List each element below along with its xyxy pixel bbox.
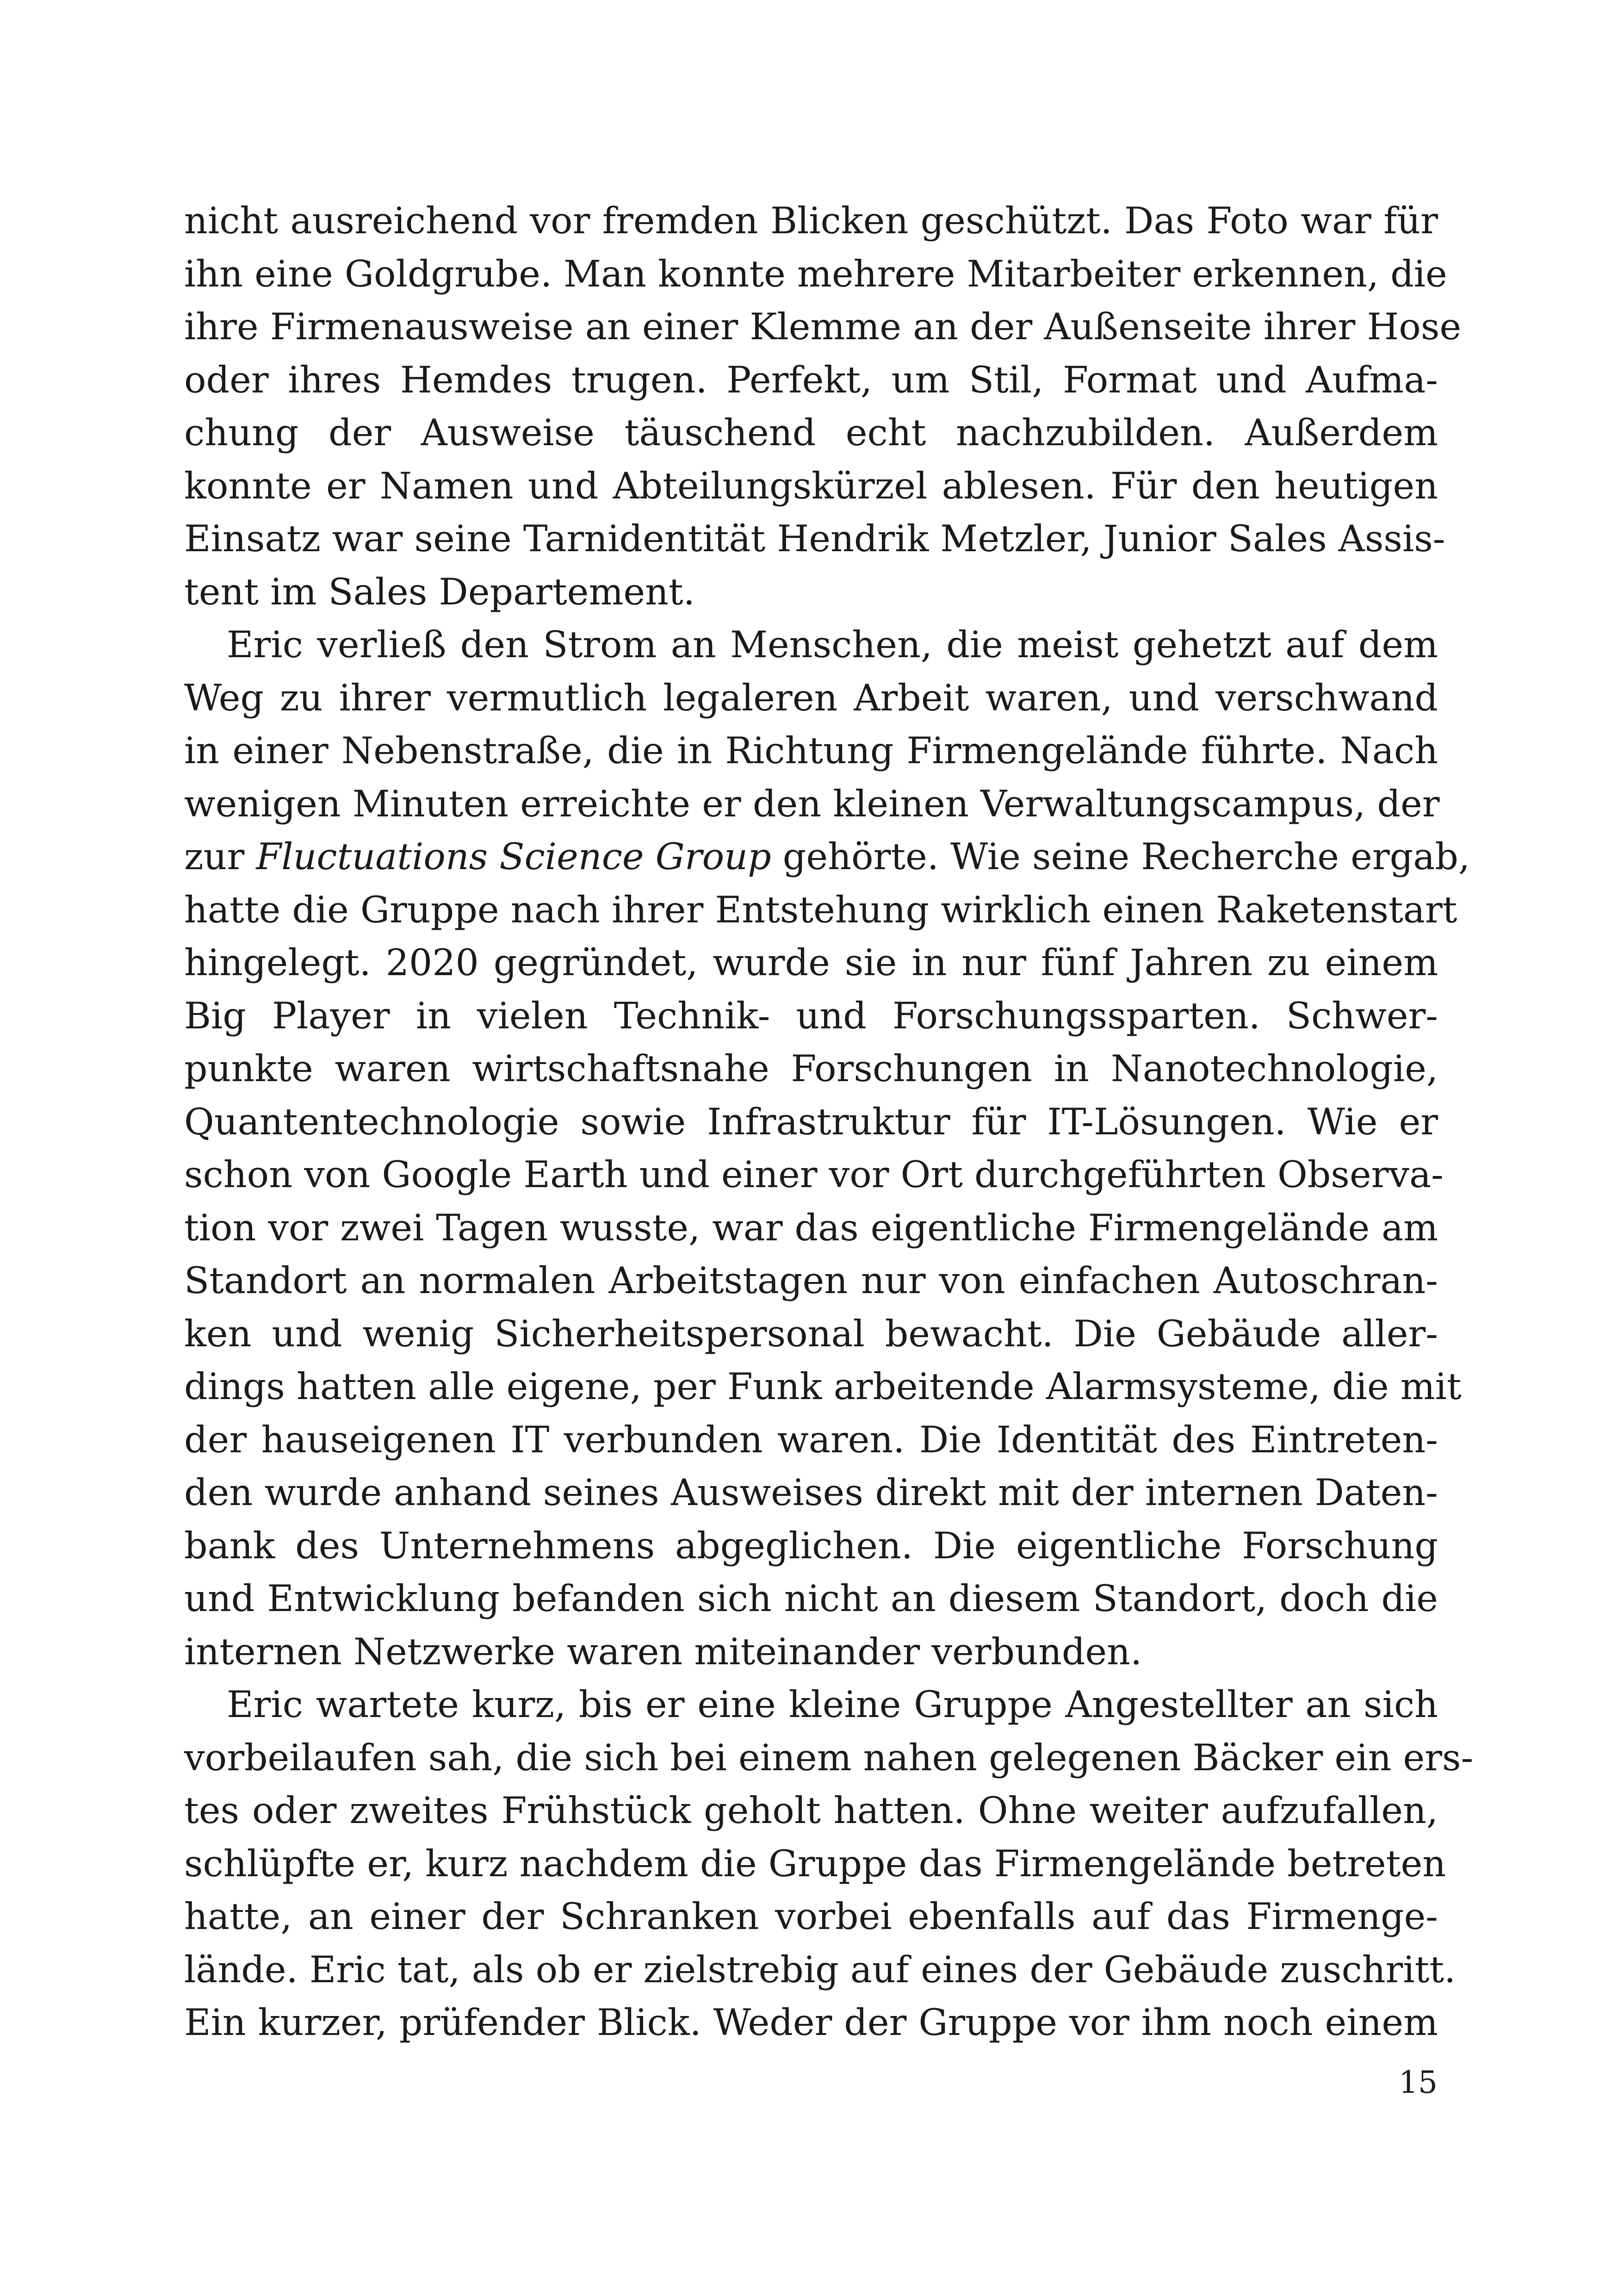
text-line: ken und wenig Sicherheitspersonal bewacht. Die Gebäude aller- [184, 1312, 1438, 1355]
text-line: ihre Firmenausweise an einer Klemme an der Außenseite ihrer Hose [184, 305, 1462, 348]
text-line: Eric wartete kurz, bis er eine kleine Gruppe Angestellter an sich [227, 1683, 1438, 1726]
text-line: chung der Ausweise täuschend echt nachzubilden. Außerdem [184, 411, 1438, 454]
text-line: den wurde anhand seines Ausweises direkt mit der internen Daten- [184, 1471, 1438, 1514]
text-line: zur Fluctuations Science Group gehörte. Wie seine Recherche ergab, [184, 835, 1470, 878]
text-line: tent im Sales Departement. [184, 570, 695, 613]
text-line: wenigen Minuten erreichte er den kleinen Verwaltungscampus, der [184, 782, 1440, 825]
text-line: Big Player in vielen Technik- und Forschungssparten. Schwer- [184, 994, 1438, 1037]
text-line: ihn eine Goldgrube. Man konnte mehrere Mitarbeiter erkennen, die [184, 252, 1447, 295]
text-line: und Entwicklung befanden sich nicht an diesem Standort, doch die [184, 1577, 1438, 1620]
text-line: hingelegt. 2020 gegründet, wurde sie in nur fünf Jahren zu einem [184, 941, 1438, 984]
paragraph [184, 1678, 1474, 2049]
text-line: in einer Nebenstraße, die in Richtung Firmengelände führte. Nach [184, 729, 1438, 772]
text-line: tes oder zweites Frühstück geholt hatten. Ohne weiter aufzufallen, [184, 1789, 1438, 1832]
text-line: tion vor zwei Tagen wusste, war das eigentliche Firmengelände am [184, 1206, 1438, 1249]
text-line: konnte er Namen und Abteilungskürzel ablesen. Für den heutigen [184, 464, 1438, 507]
paragraph [184, 194, 1462, 618]
text-line: nicht ausreichend vor fremden Blicken geschützt. Das Foto war für [184, 199, 1438, 242]
text-line: lände. Eric tat, als ob er zielstrebig auf eines der Gebäude zuschritt. [184, 1948, 1456, 1991]
text-line: Einsatz war seine Tarnidentität Hendrik Metzler, Junior Sales Assis- [184, 517, 1445, 560]
text-line: vorbeilaufen sah, die sich bei einem nahen gelegenen Bäcker ein ers- [184, 1736, 1474, 1779]
body-text [184, 194, 1474, 2049]
italic-company-name: Fluctuations Science Group [256, 835, 771, 878]
text-line: oder ihres Hemdes trugen. Perfekt, um Stil, Format und Aufma- [184, 358, 1438, 401]
text-line: Quantentechnologie sowie Infrastruktur für IT-Lösungen. Wie er [184, 1100, 1438, 1143]
text-line: der hauseigenen IT verbunden waren. Die Identität des Eintreten- [184, 1418, 1438, 1461]
page-number: 15 [1399, 2065, 1438, 2100]
text-line: internen Netzwerke waren miteinander verbunden. [184, 1630, 1142, 1673]
text-line: dings hatten alle eigene, per Funk arbeitende Alarmsysteme, die mit [184, 1365, 1462, 1408]
text-line: Standort an normalen Arbeitstagen nur von einfachen Autoschran- [184, 1259, 1438, 1302]
paragraph [184, 618, 1470, 1678]
text-line: Ein kurzer, prüfender Blick. Weder der Gruppe vor ihm noch einem [184, 2001, 1438, 2044]
text-line: bank des Unternehmens abgeglichen. Die eigentliche Forschung [184, 1524, 1438, 1567]
text-line: schlüpfte er, kurz nachdem die Gruppe das Firmengelände betreten [184, 1842, 1446, 1885]
text-line: Weg zu ihrer vermutlich legaleren Arbeit waren, und verschwand [184, 676, 1438, 719]
text-line: Eric verließ den Strom an Menschen, die meist gehetzt auf dem [227, 623, 1438, 666]
text-line: schon von Google Earth und einer vor Ort durchgeführten Observa- [184, 1153, 1444, 1196]
text-line: hatte die Gruppe nach ihrer Entstehung wirklich einen Raketenstart [184, 888, 1457, 931]
text-line: punkte waren wirtschaftsnahe Forschungen in Nanotechnologie, [184, 1047, 1438, 1090]
text-line: hatte, an einer der Schranken vorbei ebenfalls auf das Firmenge- [184, 1895, 1438, 1938]
